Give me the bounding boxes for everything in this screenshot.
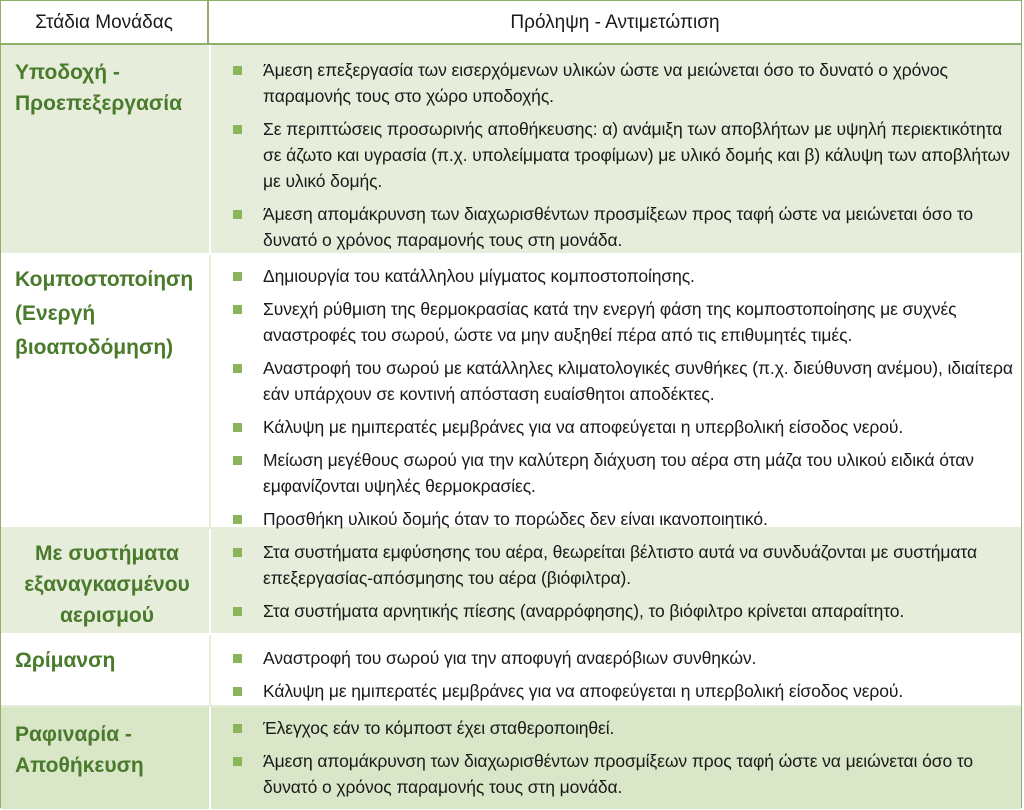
- stage-label: Υποδοχή - Προεπεξεργασία: [15, 61, 183, 115]
- bullet-icon: [233, 456, 242, 465]
- bullet-icon: [233, 607, 242, 616]
- column-divider: [209, 635, 211, 705]
- list-item: Σε περιπτώσεις προσωρινής αποθήκευσης: α) ανάμιξη των αποβλήτων με υψηλή περιεκτικότητα σε άζωτο και υγρασία (π.χ. υπολείμματα τροφίμων) με υλικό δομής και β) κάλυψη των αποβλήτων με υλικό δομής.: [233, 116, 1013, 194]
- measure-list: [233, 715, 1013, 807]
- list-item: Προσθήκη υλικού δομής όταν το πορώδες δεν είναι ικανοποιητικό.: [233, 506, 1013, 532]
- column-divider: [209, 707, 211, 809]
- stage-label-line: (Ενεργή βιοαποδόμηση): [15, 302, 174, 359]
- header-stages: Στάδια Μονάδας: [1, 1, 209, 45]
- bullet-icon: [233, 515, 242, 524]
- table-row: [1, 529, 1021, 635]
- list-item: Κάλυψη με ημιπερατές μεμβράνες για να αποφεύγεται η υπερβολική είσοδος νερού.: [233, 414, 1013, 440]
- bullet-icon: [233, 687, 242, 696]
- bullet-icon: [233, 210, 242, 219]
- stage-label: Με συστήματα εξαναγκασμένου αερισμού: [24, 542, 190, 627]
- table-row: [1, 707, 1021, 809]
- bullet-icon: [233, 125, 242, 134]
- list-item: Άμεση απομάκρυνση των διαχωρισθέντων προσμίξεων προς ταφή ώστε να μειώνεται όσο το δυνατό ο χρόνος παραμονής τους στη μονάδα.: [233, 748, 1013, 800]
- bullet-icon: [233, 423, 242, 432]
- list-item: Έλεγχος εάν το κόμποστ έχει σταθεροποιηθεί.: [233, 715, 1013, 741]
- bullet-icon: [233, 364, 242, 373]
- stage-label: [15, 263, 203, 365]
- bullet-icon: [233, 66, 242, 75]
- list-item: Άμεση απομάκρυνση των διαχωρισθέντων προσμίξεων προς ταφή ώστε να μειώνεται όσο το δυνατό ο χρόνος παραμονής τους στη μονάδα.: [233, 201, 1013, 253]
- bullet-icon: [233, 654, 242, 663]
- table-header: [1, 1, 1021, 45]
- list-item: Στα συστήματα εμφύσησης του αέρα, θεωρείται βέλτιστο αυτά να συνδυάζονται με συστήματα επεξεργασίας-απόσμησης του αέρα (βιόφιλτρα).: [233, 539, 1013, 591]
- stage-label: Ωρίμανση: [15, 649, 116, 672]
- table-row: [1, 255, 1021, 529]
- header-measures: Πρόληψη - Αντιμετώπιση: [510, 12, 720, 33]
- column-divider: [209, 529, 211, 633]
- list-item: Δημιουργία του κατάλληλου μίγματος κομποστοποίησης.: [233, 263, 1013, 289]
- list-item: Αναστροφή του σωρού με κατάλληλες κλιματολογικές συνθήκες (π.χ. διεύθυνση ανέμου), ιδιαίτερα εάν υπάρχουν σε κοντινή απόσταση ευαίσθητοι αποδέκτες.: [233, 355, 1013, 407]
- measure-list: [233, 645, 1013, 711]
- measure-list: [233, 539, 1013, 631]
- list-item: Κάλυψη με ημιπερατές μεμβράνες για να αποφεύγεται η υπερβολική είσοδος νερού.: [233, 678, 1013, 704]
- measure-list: [233, 57, 1013, 260]
- bullet-icon: [233, 272, 242, 281]
- column-divider: [209, 45, 211, 253]
- table-row: [1, 635, 1021, 707]
- column-divider: [209, 255, 211, 527]
- list-item: Αναστροφή του σωρού για την αποφυγή αναερόβιων συνθηκών.: [233, 645, 1013, 671]
- stage-label-line: Κομποστοποίηση: [15, 268, 194, 291]
- bullet-icon: [233, 757, 242, 766]
- list-item: Συνεχή ρύθμιση της θερμοκρασίας κατά την ενεργή φάση της κομποστοποίησης με συχνές αναστροφές του σωρού, ώστε να μην αυξηθεί πέρα από τις επιθυμητές τιμές.: [233, 296, 1013, 348]
- bullet-icon: [233, 724, 242, 733]
- stage-label: Ραφιναρία - Αποθήκευση: [15, 723, 144, 777]
- list-item: Άμεση επεξεργασία των εισερχόμενων υλικών ώστε να μειώνεται όσο το δυνατό ο χρόνος παραμονής τους στο χώρο υποδοχής.: [233, 57, 1013, 109]
- list-item: Στα συστήματα αρνητικής πίεσης (αναρρόφησης), το βιόφιλτρο κρίνεται απαραίτητο.: [233, 598, 1013, 624]
- bullet-icon: [233, 305, 242, 314]
- table-row: [1, 45, 1021, 255]
- bullet-icon: [233, 548, 242, 557]
- measure-list: [233, 263, 1013, 539]
- list-item: Μείωση μεγέθους σωρού για την καλύτερη διάχυση του αέρα στη μάζα του υλικού ειδικά όταν εμφανίζονται υψηλές θερμοκρασίες.: [233, 447, 1013, 499]
